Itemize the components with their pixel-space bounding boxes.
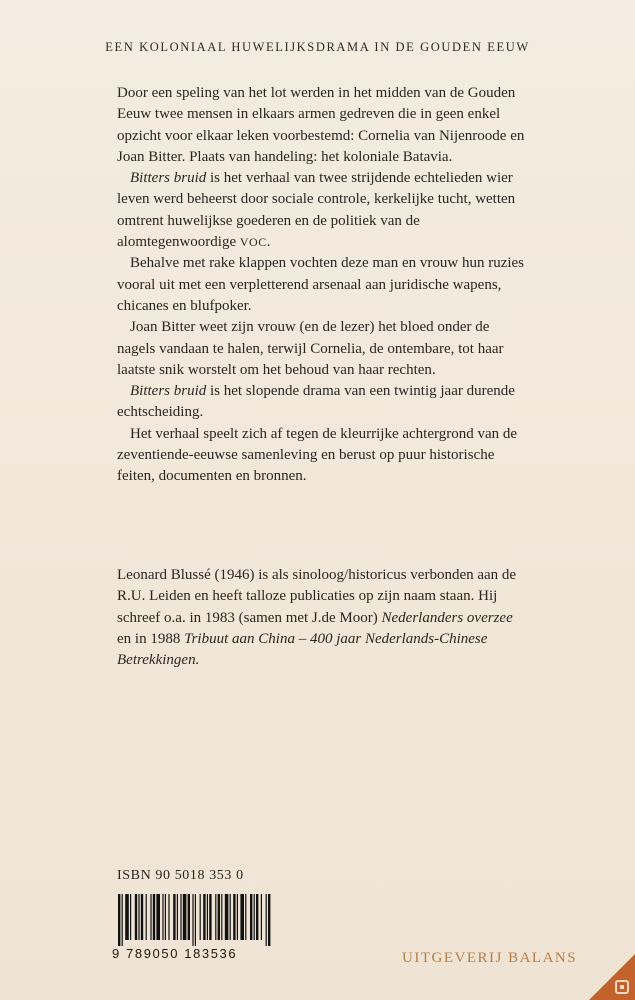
barcode-bar	[230, 894, 231, 940]
blurb-paragraph-2-text: is het verhaal van twee strijdende echtelieden wier leven werd beheerst door sociale controle, kerkelijke tucht, wetten omtrent huwelijkse goederen en de politiek van de alomtegenwoordige	[117, 170, 516, 251]
barcode-bar	[118, 894, 120, 946]
barcode-bar	[233, 894, 235, 940]
publisher-name: UITGEVERIJ BALANS	[402, 950, 578, 966]
barcode-bar	[250, 894, 252, 940]
book-title: Bitters bruid	[130, 170, 207, 187]
barcode-bar	[138, 894, 139, 940]
barcode-bar	[215, 894, 216, 940]
barcode-bar	[168, 894, 169, 940]
blurb-paragraph-6: Het verhaal speelt zich af tegen de kleurrijke achtergrond van de zeventiende-eeuwse samenleving en berust op puur historische feiten, documenten en bronnen.	[117, 425, 518, 485]
author-book-title-2: Tribuut aan China – 400 jaar Nederlands-Chinese Betrekkingen.	[117, 630, 488, 669]
barcode-bar	[165, 894, 166, 940]
barcode-bar	[268, 894, 270, 946]
barcode-bar	[130, 894, 131, 940]
barcode-bar	[177, 894, 178, 940]
blurb-paragraph-4: Joan Bitter weet zijn vrouw (en de lezer) het bloed onder de nagels vandaan te halen, terwijl Cornelia, de ontembare, tot haar laatste snik worstelt om het behoud van haar rechten.	[117, 319, 504, 378]
barcode-bar	[156, 894, 160, 940]
barcode-bar	[125, 894, 129, 940]
barcode-bar	[192, 894, 193, 946]
barcode-bar	[135, 894, 137, 940]
series-title: EEN KOLONIAAL HUWELIJKSDRAMA IN DE GOUDEN EEUW	[105, 40, 530, 54]
author-bio-text-1: Leonard Blussé (1946) is als sinoloog/historicus verbonden aan de R.U. Leiden en heeft talloze publicaties op zijn naam staan. Hij schreef o.a. in 1983 (samen met J.de Moor)	[117, 567, 517, 626]
barcode-bar	[245, 894, 246, 940]
voc-abbreviation: VOC	[239, 235, 267, 250]
blurb-paragraph-5	[117, 381, 527, 424]
barcode-bar	[207, 894, 208, 940]
barcode-bar	[195, 894, 196, 946]
blurb-paragraph-3: Behalve met rake klappen vochten deze man en vrouw hun ruzies vooral uit met een verpletterend arsenaal aan juridische wapens, chicanes en blufpoker.	[117, 255, 525, 314]
barcode-bar	[122, 894, 123, 946]
blurb-text	[117, 83, 527, 488]
barcode-bar	[200, 894, 201, 940]
barcode-bar	[150, 894, 151, 940]
barcode-graphic	[114, 894, 274, 946]
barcode-bar	[266, 894, 267, 946]
barcode-bar	[221, 894, 222, 940]
barcode-bar	[256, 894, 258, 940]
barcode-bar	[261, 894, 262, 940]
barcode-number: 9 789050 183536	[112, 946, 238, 961]
author-bio	[117, 565, 527, 671]
barcode-bar	[254, 894, 255, 940]
barcode-bar	[183, 894, 187, 940]
blurb-paragraph-2-end: .	[266, 234, 271, 251]
barcode-bar	[162, 894, 163, 940]
store-logo-mark	[615, 980, 629, 994]
author-bio-text-2: en in 1988	[117, 630, 185, 647]
barcode-bar	[209, 894, 211, 940]
barcode-bar	[153, 894, 155, 940]
barcode-bar	[218, 894, 220, 940]
blurb-paragraph-2	[117, 168, 527, 253]
store-logo-icon	[589, 954, 635, 1000]
blurb-paragraph-1: Door een speling van het lot werden in het midden van de Gouden Eeuw twee mensen in elkaars armen gedreven die in geen enkel opzicht voor elkaar leken voorbestemd: Cornelia van Nijenroode en Joan Bitter. Plaats van handeling: het koloniale Batavia.	[117, 85, 525, 165]
barcode-bar	[237, 894, 238, 940]
author-book-title-1: Nederlanders overzee	[381, 609, 513, 626]
isbn-label: ISBN 90 5018 353 0	[117, 868, 244, 883]
barcode-bar	[141, 894, 143, 940]
barcode-bar	[225, 894, 229, 940]
barcode-bar	[173, 894, 175, 940]
barcode-bar	[180, 894, 181, 940]
barcode-bar	[203, 894, 205, 940]
barcode-bar	[188, 894, 190, 940]
book-title: Bitters bruid	[130, 383, 207, 400]
barcode-bar	[146, 894, 147, 940]
barcode-bar	[240, 894, 244, 940]
author-bio-paragraph	[117, 565, 527, 671]
blurb-paragraph-5-text: is het slopende drama van een twintig jaar durende echtscheiding.	[117, 383, 515, 421]
